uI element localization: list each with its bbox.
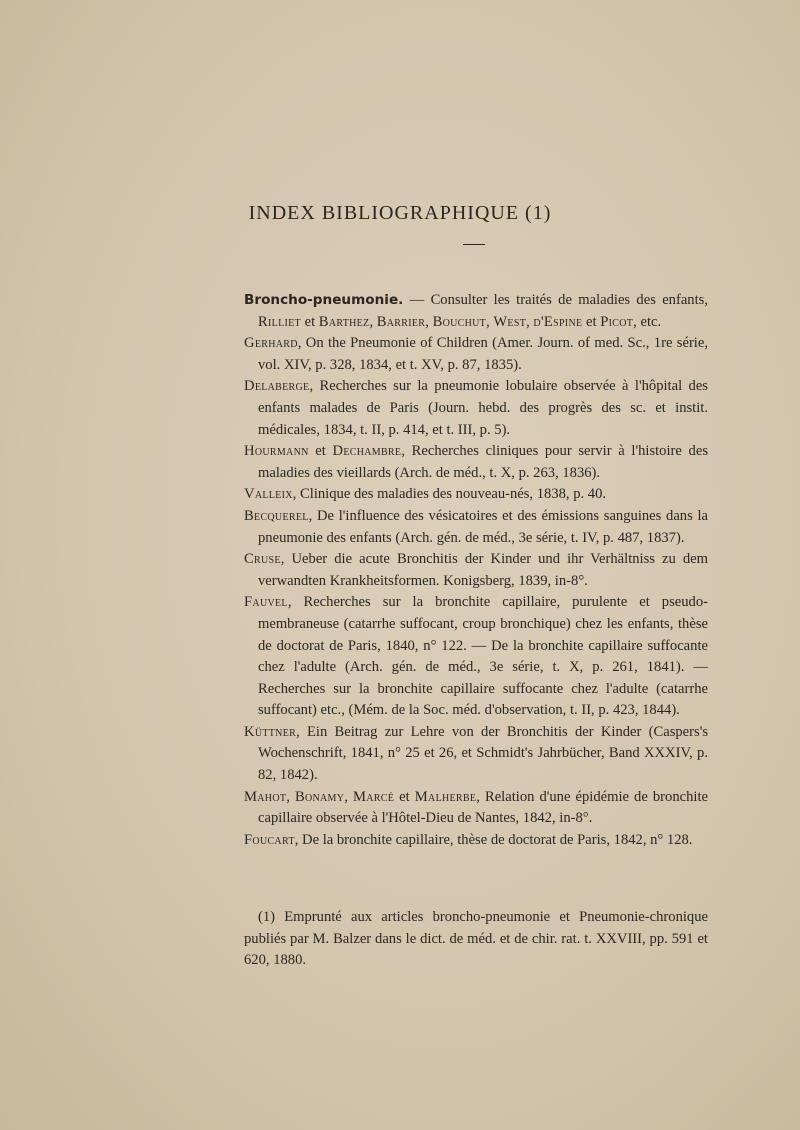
entry-text: , De l'influence des vésicatoires et des émissions sanguines dans la pneumonie des enfants (Arch. gén. de méd., 3e série, t. IV, p. 487, 1837).	[258, 507, 708, 546]
author-name: Dechambre	[332, 443, 402, 460]
author-name: Malherbe	[414, 788, 477, 805]
bibliography-entry	[244, 484, 708, 506]
author-name: Picot	[600, 313, 634, 330]
author-name: Hourmann	[244, 443, 309, 460]
author-name: Delaberge	[244, 378, 310, 395]
entry-text: — Consulter les traités de maladies des enfants,	[403, 292, 708, 308]
bibliography-entry	[244, 722, 708, 787]
entry-text: ,	[369, 313, 377, 330]
entry-text: , De la bronchite capillaire, thèse de doctorat de Paris, 1842, n° 128.	[294, 831, 693, 848]
author-name: Marcé	[352, 788, 395, 805]
entry-text: , Ein Beitrag zur Lehre von der Bronchitis der Kinder (Caspers's Wochenschrift, 1841, n° 25 et 26, et Schmidt's Jahrbücher, Band XXXIV, p. 82, 1842).	[258, 723, 708, 784]
author-name: Mahot	[244, 788, 287, 805]
bibliography-entry	[244, 549, 708, 592]
bibliography-entry	[244, 506, 708, 549]
entry-text: ,	[286, 788, 295, 805]
entry-text: , Recherches sur la pneumonie lobulaire observée à l'hôpital des enfants malades de Paris (Journ. hebd. des progrès des sc. et instit. médicales, 1834, t. II, p. 414, et t. III, p. 5).	[258, 378, 708, 438]
author-name: West	[493, 313, 527, 330]
entry-text: , Recherches cliniques pour servir à l'histoire des maladies des vieillards (Arch. de méd., t. X, p. 263, 1836).	[258, 443, 708, 481]
entry-text: , On the Pneumonie of Children (Amer. Journ. of med. Sc., 1re série, vol. XIV, p. 328, 1834, et t. XV, p. 87, 1835).	[258, 335, 708, 373]
author-name: Küttner	[244, 723, 297, 740]
bibliography-list	[244, 290, 708, 851]
author-name: Bonamy	[294, 788, 345, 805]
entry-text: ,	[526, 313, 534, 330]
footnote	[244, 907, 708, 972]
entry-text: , Clinique des maladies des nouveau-nés, 1838, p. 40.	[292, 486, 607, 503]
title-rule	[463, 244, 485, 245]
entry-text: et	[394, 788, 415, 805]
entry-text: ,	[425, 313, 433, 330]
bibliography-entry	[244, 592, 708, 722]
entry-text: et	[582, 313, 601, 330]
bibliography-entry	[244, 290, 708, 333]
entry-lead: Broncho-pneumonie.	[244, 292, 404, 308]
author-name: d'Espine	[533, 313, 583, 330]
bibliography-entry	[244, 787, 708, 830]
page-title: INDEX BIBLIOGRAPHIQUE (1)	[248, 202, 552, 224]
author-name: Gerhard	[244, 335, 298, 352]
author-name: Cruse	[244, 551, 281, 568]
bibliography-entry	[244, 333, 708, 376]
author-name: Foucart	[244, 831, 295, 848]
entry-text: , Recherches sur la bronchite capillaire, purulente et pseudo-membraneuse (catarrhe suffocant, croup bronchique) chez les enfants, thèse de doctorat de Paris, 1840, n° 122. — De la bronchite capillaire suffocante chez l'adulte (Arch. gén. de méd., 3e série, t. X, p. 261, 1841). — Recherches sur la bronchite capillaire suffocante chez l'adulte (catarrhe suffocant) etc., (Mém. de la Soc. méd. d'observation, t. II, p. 423, 1844).	[258, 594, 708, 719]
author-name: Rilliet	[258, 313, 301, 330]
entry-text: , Relation d'une épidémie de bronchite capillaire observée à l'Hôtel-Dieu de Nantes, 1842, in-8°.	[258, 788, 708, 827]
author-name: Fauvel	[244, 594, 288, 611]
entry-text: , Ueber die acute Bronchitis der Kinder und ihr Verhältniss zu dem verwandten Krankheitsformen. Konigsberg, 1839, in-8°.	[258, 551, 708, 589]
author-name: Barrier	[376, 313, 426, 330]
author-name: Bouchut	[432, 313, 487, 330]
author-name: Valleix	[244, 486, 293, 503]
entry-text: et	[308, 443, 333, 460]
bibliography-entry	[244, 830, 708, 852]
author-name: Becquerel	[244, 507, 309, 524]
bibliography-entry	[244, 376, 708, 441]
entry-text: , etc.	[633, 313, 662, 330]
entry-text: ,	[344, 788, 353, 805]
footnote-text: (1) Emprunté aux articles broncho-pneumonie et Pneumonie-chronique publiés par M. Balzer dans le dict. de méd. et de chir. rat. t. XXVIII, pp. 591 et 620, 1880.	[244, 909, 708, 969]
bibliography-entry	[244, 441, 708, 484]
entry-text: ,	[486, 313, 494, 330]
author-name: Barthez	[318, 313, 370, 330]
entry-text: et	[300, 313, 319, 330]
